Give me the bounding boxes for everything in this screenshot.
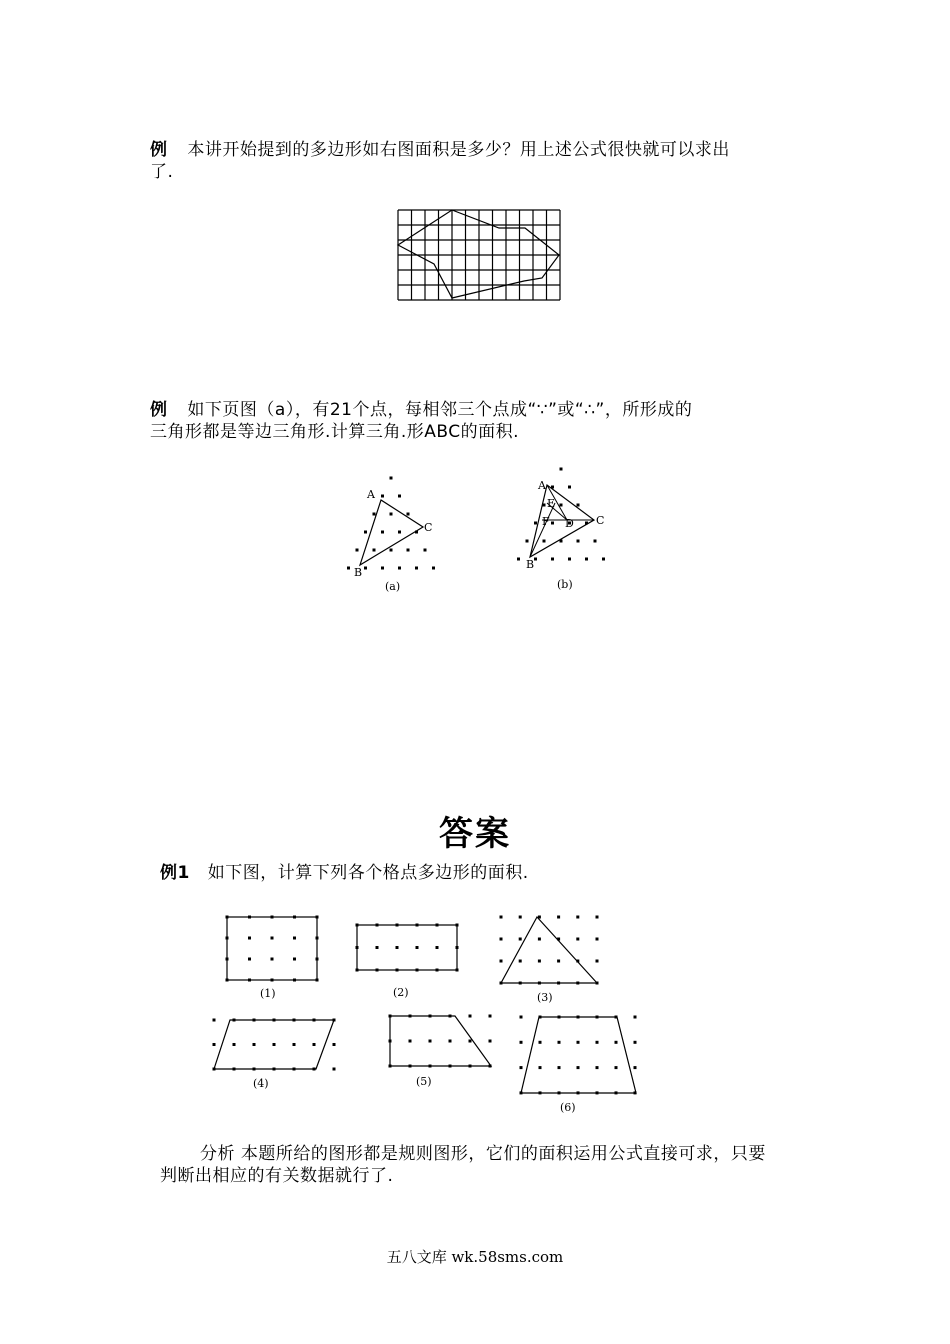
lattice-point xyxy=(520,1041,523,1044)
label-b-a: B xyxy=(354,566,363,579)
lattice-point xyxy=(293,958,296,961)
lattice-point xyxy=(293,1043,296,1046)
lattice-point xyxy=(407,513,410,516)
figure-1-rectangle xyxy=(227,917,317,980)
figure-3-caption: (3) xyxy=(537,991,553,1004)
lattice-point xyxy=(602,558,605,561)
example1-text-line2: 了. xyxy=(150,162,174,182)
figure-5-trapezoid xyxy=(390,1016,491,1066)
label-f-b: F xyxy=(542,515,550,528)
lattice-point xyxy=(526,540,529,543)
lattice-point xyxy=(576,938,579,941)
lattice-point xyxy=(551,522,554,525)
lattice-point xyxy=(390,549,393,552)
lattice-point xyxy=(213,1019,216,1022)
lattice-point xyxy=(517,558,520,561)
lattice-point xyxy=(551,558,554,561)
lattice-point xyxy=(558,1066,561,1069)
lattice-point xyxy=(381,531,384,534)
lattice-point xyxy=(376,946,379,949)
analysis-line2: 判断出相应的有关数据就行了. xyxy=(160,1166,394,1186)
figure-2-rectangle xyxy=(357,925,457,970)
lattice-point xyxy=(424,549,427,552)
lattice-point xyxy=(634,1066,637,1069)
lattice-point xyxy=(520,1066,523,1069)
lattice-point xyxy=(398,531,401,534)
lattice-point xyxy=(271,958,274,961)
lattice-point xyxy=(596,1066,599,1069)
lattice-point xyxy=(615,1041,618,1044)
lattice-point xyxy=(585,558,588,561)
example1-paragraph xyxy=(150,139,830,183)
lattice-point xyxy=(568,558,571,561)
caption-b: (b) xyxy=(557,578,573,591)
lattice-point xyxy=(253,1043,256,1046)
figure-5-caption: (5) xyxy=(416,1075,432,1088)
lattice-point xyxy=(449,1040,452,1043)
lattice-point xyxy=(577,504,580,507)
lattice-point xyxy=(539,1066,542,1069)
lattice-point xyxy=(538,938,541,941)
lattice-point xyxy=(398,495,401,498)
lattice-point xyxy=(396,946,399,949)
lattice-point xyxy=(596,916,599,919)
lattice-point xyxy=(356,549,359,552)
lattice-point xyxy=(519,938,522,941)
lattice-point xyxy=(543,540,546,543)
lattice-point xyxy=(409,1040,412,1043)
footer-watermark: 五八文库 wk.58sms.com xyxy=(386,1248,564,1266)
lattice-point xyxy=(519,960,522,963)
lattice-point xyxy=(293,937,296,940)
lattice-point xyxy=(596,938,599,941)
lattice-point xyxy=(469,1015,472,1018)
example1-label: 例 xyxy=(150,140,168,160)
lattice-point xyxy=(429,1040,432,1043)
figure-2-caption: (2) xyxy=(393,986,409,999)
lattice-point xyxy=(398,567,401,570)
triangle-abc-b xyxy=(530,485,594,557)
lattice-point xyxy=(489,1015,492,1018)
label-a-b: A xyxy=(538,479,546,492)
lattice-point xyxy=(233,1043,236,1046)
lattice-point xyxy=(333,1068,336,1071)
answer-heading: 答案 xyxy=(439,814,511,854)
analysis-paragraph xyxy=(160,1143,860,1187)
lattice-point xyxy=(558,1041,561,1044)
label-d-b: D xyxy=(565,517,574,530)
lattice-point xyxy=(596,960,599,963)
lattice-point xyxy=(560,504,563,507)
example2-paragraph xyxy=(150,399,840,443)
lattice-point xyxy=(364,531,367,534)
triangle-figure-b xyxy=(505,465,630,595)
lattice-point xyxy=(416,946,419,949)
lattice-point xyxy=(373,513,376,516)
lattice-point xyxy=(500,938,503,941)
figure-6-trapezoid xyxy=(521,1017,636,1093)
lattice-point xyxy=(568,486,571,489)
lattice-point xyxy=(539,1041,542,1044)
lattice-point xyxy=(519,916,522,919)
example2-label: 例 xyxy=(150,400,168,420)
lattice-point xyxy=(500,960,503,963)
lattice-point xyxy=(415,567,418,570)
example1-text-line1: 本讲开始提到的多边形如右图面积是多少？用上述公式很快就可以求出 xyxy=(187,140,730,160)
lattice-point xyxy=(347,567,350,570)
lattice-point xyxy=(576,916,579,919)
lattice-point xyxy=(271,937,274,940)
label-a-a: A xyxy=(367,488,375,501)
lattice-figures xyxy=(200,905,660,1120)
lattice-point xyxy=(248,937,251,940)
lattice-point xyxy=(596,1041,599,1044)
lattice-point xyxy=(560,468,563,471)
answer-example-paragraph xyxy=(160,862,860,884)
lattice-point xyxy=(390,477,393,480)
example2-text-line1: 如下页图（a），有21个点，每相邻三个点成“∵”或“∴”，所形成的 xyxy=(187,400,693,420)
label-b-b: B xyxy=(526,558,535,571)
segment-b-e xyxy=(530,503,555,557)
answer-example-text: 如下图，计算下列各个格点多边形的面积. xyxy=(207,863,529,883)
lattice-point xyxy=(381,567,384,570)
lattice-point xyxy=(364,567,367,570)
label-c-a: C xyxy=(424,521,433,534)
lattice-point xyxy=(273,1043,276,1046)
triangle-abc-a xyxy=(360,500,423,565)
lattice-point xyxy=(577,1066,580,1069)
lattice-point xyxy=(436,946,439,949)
lattice-point xyxy=(534,522,537,525)
lattice-point xyxy=(634,1016,637,1019)
lattice-point xyxy=(594,540,597,543)
lattice-point xyxy=(577,540,580,543)
lattice-point xyxy=(538,960,541,963)
label-e-b: E xyxy=(547,497,556,510)
lattice-point xyxy=(557,916,560,919)
label-c-b: C xyxy=(596,514,605,527)
lattice-point xyxy=(634,1041,637,1044)
example2-text-line2: 三角形都是等边三角形.计算三角.形ABC的面积. xyxy=(150,422,520,442)
lattice-point xyxy=(248,958,251,961)
lattice-point xyxy=(489,1040,492,1043)
lattice-point xyxy=(333,1043,336,1046)
lattice-point xyxy=(390,513,393,516)
caption-a: (a) xyxy=(385,580,401,593)
lattice-point xyxy=(373,549,376,552)
analysis-line1: 分析 本题所给的图形都是规则图形，它们的面积运用公式直接可求，只要 xyxy=(200,1144,766,1164)
answer-example-label: 例1 xyxy=(160,863,190,883)
lattice-point xyxy=(500,916,503,919)
figure-1-caption: (1) xyxy=(260,987,276,1000)
lattice-point xyxy=(407,549,410,552)
figure-4-caption: (4) xyxy=(253,1077,269,1090)
figure-6-caption: (6) xyxy=(560,1101,576,1114)
lattice-point xyxy=(213,1043,216,1046)
lattice-point xyxy=(520,1016,523,1019)
lattice-point xyxy=(381,495,384,498)
lattice-point xyxy=(313,1043,316,1046)
triangle-figure-a xyxy=(335,470,455,600)
lattice-point xyxy=(557,960,560,963)
figure-3-triangle xyxy=(501,917,597,983)
lattice-point xyxy=(469,1040,472,1043)
lattice-point xyxy=(577,1041,580,1044)
lattice-point xyxy=(534,558,537,561)
grid-polygon-figure xyxy=(396,208,562,302)
lattice-point xyxy=(432,567,435,570)
lattice-point xyxy=(615,1066,618,1069)
